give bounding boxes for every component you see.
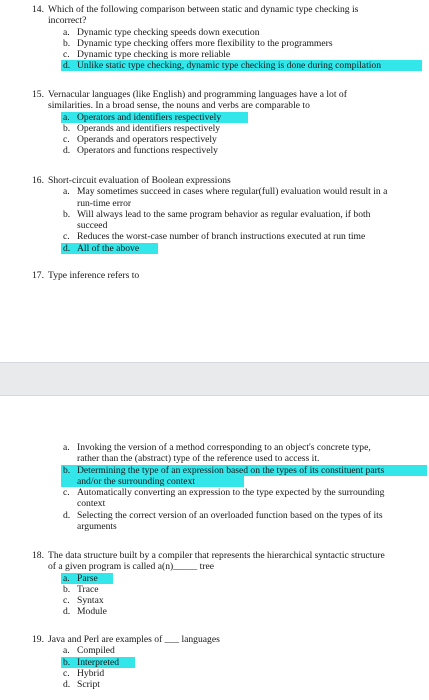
option-letter: c.: [63, 49, 70, 61]
option-text: All of the above: [77, 242, 140, 254]
question-stem: [0, 550, 429, 573]
option-text: Reduces the worst-case number of branch instructions executed at run time: [77, 231, 366, 243]
question-14: [0, 4, 429, 72]
option-text: Dynamic type checking is more reliable: [77, 49, 231, 61]
option-c: [0, 231, 429, 242]
option-text: Will always lead to the same program behavior as regular evaluation, if both: [77, 208, 371, 220]
option-letter: d.: [63, 145, 71, 157]
page-bottom: [0, 396, 429, 700]
option-text: Parse: [77, 572, 98, 584]
option-a: [0, 186, 429, 209]
option-text: Invoking the version of a method corresponding to an object's concrete type,: [77, 442, 371, 453]
option-text: Interpreted: [77, 656, 120, 668]
option-letter: d.: [63, 60, 71, 72]
option-text: Operators and identifiers respectively: [77, 111, 222, 123]
stem-line: Short-circuit evaluation of Boolean expressions: [48, 175, 231, 186]
option-letter: b.: [63, 37, 71, 49]
option-text: Operators and functions respectively: [77, 145, 218, 157]
option-text: run-time error: [77, 197, 132, 209]
stem-line: incorrect?: [48, 15, 87, 27]
option-c: [0, 668, 429, 679]
option-text: Unlike static type checking, dynamic type checking is done during compilation: [77, 60, 381, 72]
option-b: [0, 123, 429, 134]
option-a-highlighted: [0, 573, 429, 584]
option-a: [0, 442, 429, 465]
option-text: Compiled: [77, 645, 115, 657]
option-letter: d.: [63, 509, 71, 521]
option-d: [0, 145, 429, 156]
option-text: Script: [77, 679, 100, 691]
option-d: [0, 606, 429, 617]
option-text: May sometimes succeed in cases where regular(full) evaluation would result in a: [77, 186, 388, 198]
option-a: [0, 27, 429, 38]
option-text: succeed: [77, 220, 108, 232]
option-text: Trace: [77, 583, 99, 595]
option-letter: c.: [63, 595, 70, 607]
stem-line: Java and Perl are examples of ___ languages: [48, 634, 220, 645]
option-letter: d.: [63, 606, 71, 618]
option-c: [0, 595, 429, 606]
option-letter: a.: [63, 645, 70, 657]
option-d: [0, 679, 429, 690]
option-b-highlighted: [0, 657, 429, 668]
option-text: Operands and identifiers respectively: [77, 122, 221, 134]
question-18: [0, 550, 429, 618]
question-stem: [0, 634, 429, 645]
option-letter: b.: [63, 464, 71, 476]
option-text: Selecting the correct version of an overloaded function based on the types of its: [77, 509, 383, 521]
question-number: 15.: [32, 89, 44, 100]
question-stem: [0, 89, 429, 112]
option-c: [0, 134, 429, 145]
option-letter: a.: [63, 572, 70, 584]
stem-line: Type inference refers to: [48, 270, 140, 281]
stem-line: Vernacular languages (like English) and programming languages have a lot of: [48, 89, 347, 100]
option-text: Syntax: [77, 595, 104, 607]
option-text: context: [77, 498, 106, 510]
option-letter: b.: [63, 208, 71, 220]
question-16: [0, 175, 429, 254]
question-stem: [0, 175, 429, 186]
option-text: arguments: [77, 521, 117, 533]
option-c: [0, 487, 429, 510]
option-text: Operands and operators respectively: [77, 134, 217, 146]
option-text: Automatically converting an expression to the type expected by the surrounding: [77, 487, 385, 499]
stem-line: Which of the following comparison between static and dynamic type checking is: [48, 4, 359, 15]
question-stem: [0, 270, 429, 281]
question-stem: [0, 4, 429, 27]
option-text: Hybrid: [77, 667, 105, 679]
option-text: Dynamic type checking speeds down execution: [77, 26, 260, 38]
page-break-gap: [0, 362, 429, 396]
option-text: Determining the type of an expression based on the types of its constituent parts: [77, 464, 385, 476]
option-d-highlighted: [0, 243, 429, 254]
option-letter: b.: [63, 122, 71, 134]
question-number: 16.: [32, 175, 44, 186]
question-17: [0, 270, 429, 281]
question-number: 14.: [32, 4, 44, 15]
option-letter: a.: [63, 26, 70, 38]
option-letter: c.: [63, 667, 70, 679]
option-d-highlighted: [0, 60, 429, 71]
option-text: rather than the (abstract) type of the reference used to access it.: [77, 453, 320, 465]
option-letter: b.: [63, 583, 71, 595]
option-b: [0, 38, 429, 49]
option-a-highlighted: [0, 112, 429, 123]
option-letter: c.: [63, 231, 70, 243]
option-b: [0, 584, 429, 595]
question-number: 19.: [32, 634, 44, 645]
option-letter: d.: [63, 242, 71, 254]
option-letter: c.: [63, 487, 70, 499]
stem-line: The data structure built by a compiler that represents the hierarchical syntactic structure: [48, 550, 385, 561]
option-text: and/or the surrounding context: [77, 475, 196, 487]
option-letter: a.: [63, 186, 70, 198]
question-number: 17.: [32, 270, 44, 281]
stem-line: of a given program is called a(n)_____ tree: [48, 561, 214, 573]
option-b: [0, 209, 429, 232]
option-letter: a.: [63, 442, 70, 453]
option-c: [0, 49, 429, 60]
question-17-options: [0, 442, 429, 532]
option-d: [0, 510, 429, 533]
option-letter: d.: [63, 679, 71, 691]
question-19: [0, 634, 429, 690]
option-b-highlighted: [0, 465, 429, 488]
option-letter: a.: [63, 111, 70, 123]
option-a: [0, 645, 429, 656]
option-text: Module: [77, 606, 107, 618]
option-text: Dynamic type checking offers more flexibility to the programmers: [77, 37, 333, 49]
option-letter: c.: [63, 134, 70, 146]
stem-line: similarities. In a broad sense, the nouns and verbs are comparable to: [48, 100, 310, 112]
question-number: 18.: [32, 550, 44, 561]
option-letter: b.: [63, 656, 71, 668]
question-15: [0, 89, 429, 157]
